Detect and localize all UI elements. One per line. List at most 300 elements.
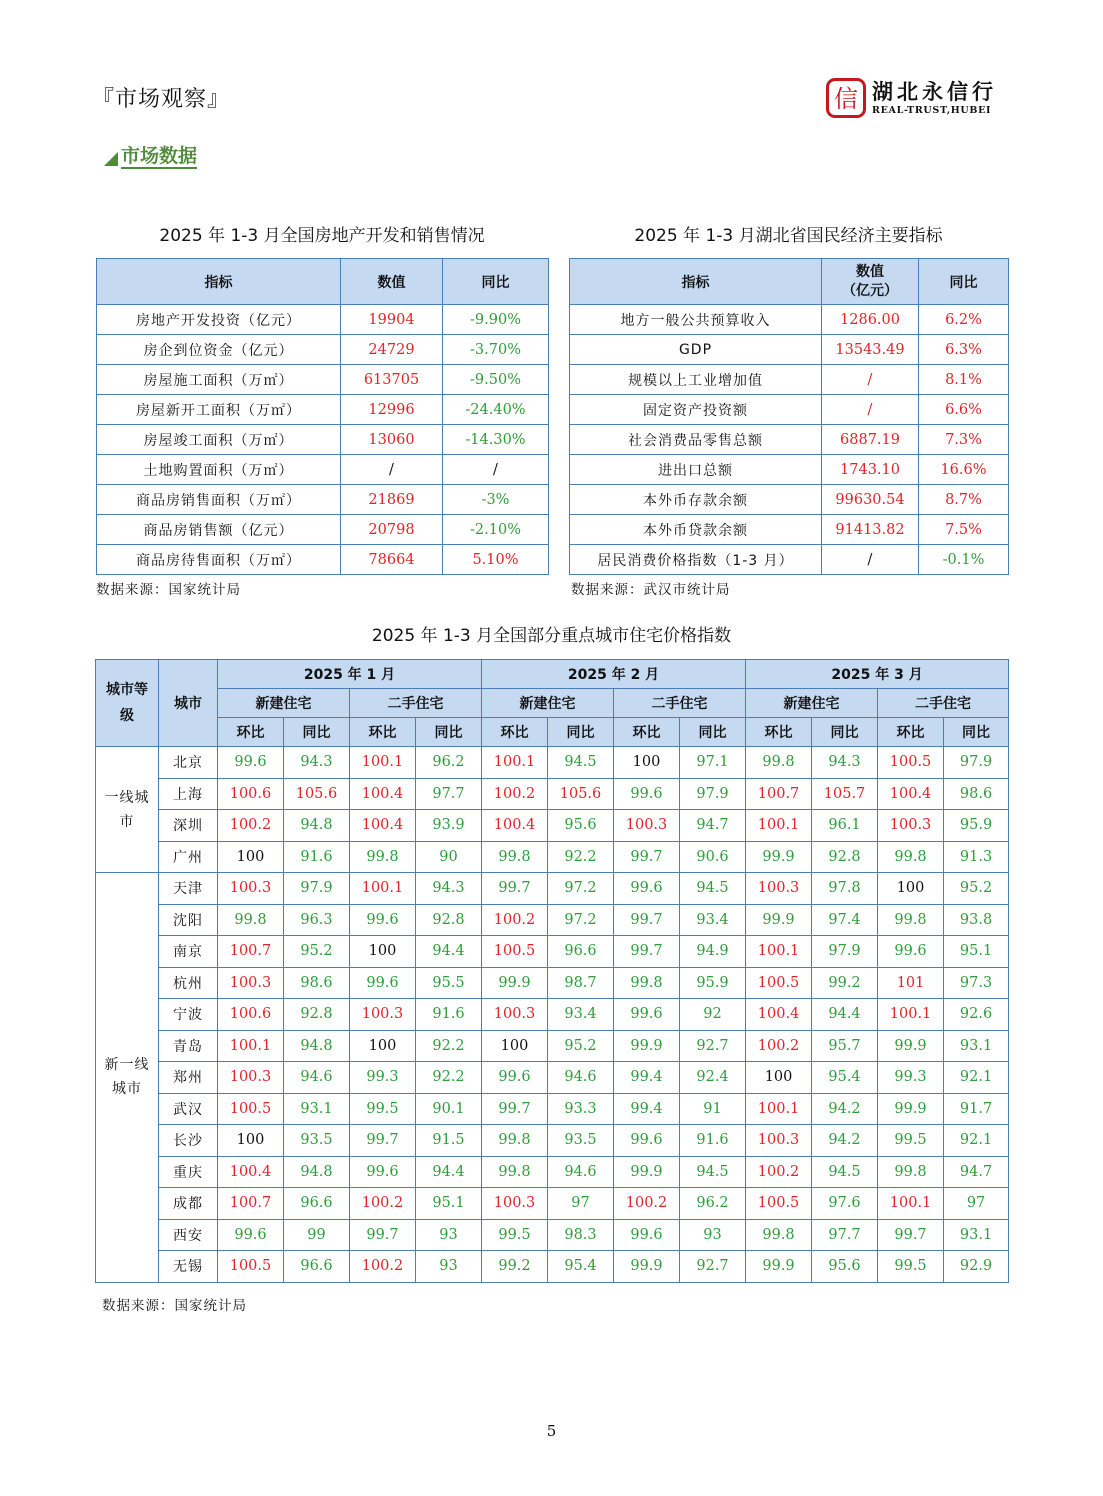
mom-value: 99.5 bbox=[878, 1251, 944, 1283]
yoy-value: 92.8 bbox=[284, 999, 350, 1031]
mom-value: 99.8 bbox=[878, 1156, 944, 1188]
table-row bbox=[97, 365, 549, 395]
table-row bbox=[96, 1219, 1009, 1251]
mom-value: 99.8 bbox=[614, 967, 680, 999]
mom-value: 99.8 bbox=[746, 1219, 812, 1251]
row-label: 房企到位资金（亿元） bbox=[97, 335, 341, 365]
city-label: 北京 bbox=[159, 747, 218, 779]
row-label: 土地购置面积（万㎡） bbox=[97, 455, 341, 485]
mom-value: 99.7 bbox=[350, 1125, 416, 1157]
row-value: 20798 bbox=[341, 515, 443, 545]
yoy-value: 95.4 bbox=[812, 1062, 878, 1094]
table-row bbox=[570, 545, 1009, 575]
row-value: 13543.49 bbox=[822, 335, 919, 365]
row-label: 地方一般公共预算收入 bbox=[570, 305, 822, 335]
yoy-value: 95.1 bbox=[416, 1188, 482, 1220]
mom-value: 100.3 bbox=[218, 1062, 284, 1094]
row-value: 6887.19 bbox=[822, 425, 919, 455]
row-yoy: 16.6% bbox=[919, 455, 1009, 485]
yoy-value: 92.6 bbox=[944, 999, 1009, 1031]
yoy-value: 96.6 bbox=[284, 1251, 350, 1283]
page-number: 5 bbox=[546, 1422, 557, 1440]
yoy-value: 94.4 bbox=[416, 1156, 482, 1188]
yoy-value: 96.6 bbox=[284, 1188, 350, 1220]
yoy-value: 90 bbox=[416, 841, 482, 873]
yoy-value: 97.7 bbox=[416, 778, 482, 810]
mom-value: 100 bbox=[746, 1062, 812, 1094]
table1-title: 2025 年 1-3 月全国房地产开发和销售情况 bbox=[159, 226, 485, 246]
row-label: 商品房销售面积（万㎡） bbox=[97, 485, 341, 515]
mom-value: 100.1 bbox=[218, 1030, 284, 1062]
tier-label: 新一线城市 bbox=[96, 873, 159, 1283]
mom-value: 99.6 bbox=[482, 1062, 548, 1094]
mom-value: 100.3 bbox=[878, 810, 944, 842]
mom-value: 100.3 bbox=[746, 873, 812, 905]
yoy-value: 95.1 bbox=[944, 936, 1009, 968]
mom-value: 100.7 bbox=[218, 1188, 284, 1220]
mom-value: 99.9 bbox=[482, 967, 548, 999]
yoy-value: 98.6 bbox=[944, 778, 1009, 810]
city-label: 长沙 bbox=[159, 1125, 218, 1157]
row-label: 房屋竣工面积（万㎡） bbox=[97, 425, 341, 455]
mom-value: 100.5 bbox=[878, 747, 944, 779]
yoy-value: 95.6 bbox=[812, 1251, 878, 1283]
mom-value: 99.5 bbox=[482, 1219, 548, 1251]
mom-value: 100.1 bbox=[746, 936, 812, 968]
yoy-value: 90.6 bbox=[680, 841, 746, 873]
table-row bbox=[96, 873, 1009, 905]
row-value: / bbox=[822, 545, 919, 575]
yoy-value: 92.1 bbox=[944, 1125, 1009, 1157]
table-row bbox=[96, 1062, 1009, 1094]
mom-value: 99.4 bbox=[614, 1093, 680, 1125]
yoy-value: 92.2 bbox=[416, 1062, 482, 1094]
mom-value: 99.7 bbox=[350, 1219, 416, 1251]
mom-value: 99.7 bbox=[878, 1219, 944, 1251]
yoy-value: 94.5 bbox=[680, 873, 746, 905]
yoy-value: 97.1 bbox=[680, 747, 746, 779]
month-header-feb: 2025 年 2 月 bbox=[482, 660, 746, 689]
row-label: 商品房待售面积（万㎡） bbox=[97, 545, 341, 575]
yoy-value: 97.9 bbox=[944, 747, 1009, 779]
row-yoy: 7.3% bbox=[919, 425, 1009, 455]
yoy-value: 97.9 bbox=[812, 936, 878, 968]
col-header-yoy: 同比 bbox=[443, 259, 549, 305]
month-header-jan: 2025 年 1 月 bbox=[218, 660, 482, 689]
city-label: 南京 bbox=[159, 936, 218, 968]
yoy-value: 93 bbox=[680, 1219, 746, 1251]
yoy-value: 91.6 bbox=[284, 841, 350, 873]
mom-value: 99.7 bbox=[482, 1093, 548, 1125]
row-label: 本外币贷款余额 bbox=[570, 515, 822, 545]
yoy-value: 94.8 bbox=[284, 1030, 350, 1062]
yoy-value: 92.4 bbox=[680, 1062, 746, 1094]
mom-value: 99.9 bbox=[614, 1156, 680, 1188]
metric-header-mom: 环比 bbox=[878, 718, 944, 747]
row-label: GDP bbox=[570, 335, 822, 365]
mom-value: 100.3 bbox=[218, 967, 284, 999]
metric-header-mom: 环比 bbox=[218, 718, 284, 747]
yoy-value: 97 bbox=[548, 1188, 614, 1220]
yoy-value: 93.5 bbox=[548, 1125, 614, 1157]
yoy-value: 94.5 bbox=[812, 1156, 878, 1188]
mom-value: 100.1 bbox=[878, 999, 944, 1031]
row-label: 商品房销售额（亿元） bbox=[97, 515, 341, 545]
yoy-value: 97.6 bbox=[812, 1188, 878, 1220]
hubei-economy-table bbox=[569, 258, 1009, 575]
table-row bbox=[97, 395, 549, 425]
yoy-value: 91.6 bbox=[416, 999, 482, 1031]
row-yoy: 7.5% bbox=[919, 515, 1009, 545]
yoy-value: 96.1 bbox=[812, 810, 878, 842]
mom-value: 99.8 bbox=[746, 747, 812, 779]
yoy-value: 92.8 bbox=[416, 904, 482, 936]
yoy-value: 93.1 bbox=[944, 1219, 1009, 1251]
mom-value: 99.8 bbox=[482, 1125, 548, 1157]
yoy-value: 92.1 bbox=[944, 1062, 1009, 1094]
yoy-value: 96.6 bbox=[548, 936, 614, 968]
metric-header-mom: 环比 bbox=[350, 718, 416, 747]
row-yoy: 6.3% bbox=[919, 335, 1009, 365]
metric-header-yoy: 同比 bbox=[284, 718, 350, 747]
yoy-value: 95.6 bbox=[548, 810, 614, 842]
yoy-value: 95.2 bbox=[284, 936, 350, 968]
mom-value: 100 bbox=[350, 936, 416, 968]
col-header-yoy: 同比 bbox=[919, 259, 1009, 305]
mom-value: 100.2 bbox=[746, 1156, 812, 1188]
row-label: 房屋施工面积（万㎡） bbox=[97, 365, 341, 395]
mom-value: 100.4 bbox=[878, 778, 944, 810]
table1-source: 数据来源：国家统计局 bbox=[96, 582, 241, 598]
row-value: / bbox=[822, 395, 919, 425]
mom-value: 99.3 bbox=[878, 1062, 944, 1094]
yoy-value: 97 bbox=[944, 1188, 1009, 1220]
type-header-new: 新建住宅 bbox=[746, 689, 878, 718]
mom-value: 99.5 bbox=[350, 1093, 416, 1125]
svg-text:信: 信 bbox=[834, 85, 858, 113]
mom-value: 99.8 bbox=[878, 904, 944, 936]
yoy-value: 94.9 bbox=[680, 936, 746, 968]
mom-value: 100.3 bbox=[482, 1188, 548, 1220]
yoy-value: 105.6 bbox=[548, 778, 614, 810]
mom-value: 100.5 bbox=[746, 1188, 812, 1220]
yoy-value: 97.2 bbox=[548, 904, 614, 936]
mom-value: 100.6 bbox=[218, 778, 284, 810]
mom-value: 100.2 bbox=[218, 810, 284, 842]
row-value: 24729 bbox=[341, 335, 443, 365]
yoy-value: 92 bbox=[680, 999, 746, 1031]
yoy-value: 96.2 bbox=[416, 747, 482, 779]
mom-value: 99.3 bbox=[350, 1062, 416, 1094]
table-row bbox=[570, 425, 1009, 455]
table-row bbox=[97, 335, 549, 365]
yoy-value: 94.4 bbox=[416, 936, 482, 968]
table-row bbox=[570, 335, 1009, 365]
mom-value: 100.1 bbox=[878, 1188, 944, 1220]
mom-value: 100 bbox=[878, 873, 944, 905]
yoy-value: 94.7 bbox=[680, 810, 746, 842]
section-title: 市场数据 bbox=[121, 145, 198, 167]
mom-value: 100.5 bbox=[218, 1251, 284, 1283]
row-yoy: -24.40% bbox=[443, 395, 549, 425]
yoy-value: 97.4 bbox=[812, 904, 878, 936]
table-row bbox=[570, 515, 1009, 545]
mom-value: 100.1 bbox=[350, 873, 416, 905]
company-logo bbox=[826, 78, 997, 118]
mom-value: 99.6 bbox=[218, 1219, 284, 1251]
yoy-value: 94.3 bbox=[812, 747, 878, 779]
yoy-value: 94.8 bbox=[284, 1156, 350, 1188]
row-yoy: -0.1% bbox=[919, 545, 1009, 575]
mom-value: 99.7 bbox=[614, 841, 680, 873]
table-row bbox=[97, 305, 549, 335]
mom-value: 99.7 bbox=[614, 904, 680, 936]
col-header-value: 数值 （亿元） bbox=[822, 259, 919, 305]
yoy-value: 91.3 bbox=[944, 841, 1009, 873]
row-yoy: 8.7% bbox=[919, 485, 1009, 515]
yoy-value: 94.6 bbox=[548, 1062, 614, 1094]
row-value: / bbox=[341, 455, 443, 485]
row-yoy: 6.2% bbox=[919, 305, 1009, 335]
tier-label: 一线城市 bbox=[96, 747, 159, 873]
mom-value: 99.6 bbox=[614, 873, 680, 905]
mom-value: 100.4 bbox=[218, 1156, 284, 1188]
yoy-value: 92.9 bbox=[944, 1251, 1009, 1283]
row-value: 12996 bbox=[341, 395, 443, 425]
yoy-value: 97.3 bbox=[944, 967, 1009, 999]
mom-value: 99.8 bbox=[482, 1156, 548, 1188]
yoy-value: 94.8 bbox=[284, 810, 350, 842]
mom-value: 100.2 bbox=[350, 1188, 416, 1220]
mom-value: 100.2 bbox=[482, 778, 548, 810]
mom-value: 100.1 bbox=[482, 747, 548, 779]
mom-value: 100.3 bbox=[614, 810, 680, 842]
type-header-new: 新建住宅 bbox=[218, 689, 350, 718]
city-label: 杭州 bbox=[159, 967, 218, 999]
col-header-value: 数值 bbox=[341, 259, 443, 305]
row-value: 91413.82 bbox=[822, 515, 919, 545]
table-row bbox=[96, 1251, 1009, 1283]
city-label: 深圳 bbox=[159, 810, 218, 842]
metric-header-yoy: 同比 bbox=[548, 718, 614, 747]
mom-value: 99.7 bbox=[482, 873, 548, 905]
logo-english-name: REAL-TRUST,HUBEI bbox=[872, 104, 992, 116]
city-label: 沈阳 bbox=[159, 904, 218, 936]
table-row bbox=[97, 485, 549, 515]
yoy-value: 98.3 bbox=[548, 1219, 614, 1251]
mom-value: 100.5 bbox=[746, 967, 812, 999]
table-row bbox=[96, 747, 1009, 779]
table-row bbox=[570, 305, 1009, 335]
mom-value: 100.1 bbox=[746, 1093, 812, 1125]
yoy-value: 95.2 bbox=[548, 1030, 614, 1062]
row-value: 1286.00 bbox=[822, 305, 919, 335]
table-row bbox=[96, 1125, 1009, 1157]
table-row bbox=[96, 1030, 1009, 1062]
yoy-value: 93 bbox=[416, 1219, 482, 1251]
table-row bbox=[96, 1093, 1009, 1125]
yoy-value: 92.8 bbox=[812, 841, 878, 873]
yoy-value: 93.9 bbox=[416, 810, 482, 842]
table2-source: 数据来源：武汉市统计局 bbox=[571, 582, 731, 598]
yoy-value: 97.7 bbox=[812, 1219, 878, 1251]
metric-header-yoy: 同比 bbox=[944, 718, 1009, 747]
yoy-value: 95.4 bbox=[548, 1251, 614, 1283]
yoy-value: 94.2 bbox=[812, 1125, 878, 1157]
table3-title: 2025 年 1-3 月全国部分重点城市住宅价格指数 bbox=[371, 626, 732, 646]
mom-value: 100.3 bbox=[350, 999, 416, 1031]
yoy-value: 95.9 bbox=[944, 810, 1009, 842]
yoy-value: 90.1 bbox=[416, 1093, 482, 1125]
mom-value: 99.6 bbox=[350, 967, 416, 999]
mom-value: 100.4 bbox=[482, 810, 548, 842]
row-value: / bbox=[822, 365, 919, 395]
city-label: 成都 bbox=[159, 1188, 218, 1220]
row-label: 房地产开发投资（亿元） bbox=[97, 305, 341, 335]
yoy-value: 99 bbox=[284, 1219, 350, 1251]
table-row bbox=[97, 515, 549, 545]
yoy-value: 96.3 bbox=[284, 904, 350, 936]
row-value: 21869 bbox=[341, 485, 443, 515]
section-heading bbox=[104, 145, 197, 169]
yoy-value: 99.2 bbox=[812, 967, 878, 999]
city-label: 武汉 bbox=[159, 1093, 218, 1125]
table-row bbox=[96, 1156, 1009, 1188]
yoy-value: 105.7 bbox=[812, 778, 878, 810]
row-label: 固定资产投资额 bbox=[570, 395, 822, 425]
row-yoy: -2.10% bbox=[443, 515, 549, 545]
mom-value: 99.9 bbox=[746, 841, 812, 873]
city-label: 郑州 bbox=[159, 1062, 218, 1094]
col-header-tier: 城市等级 bbox=[96, 660, 159, 747]
metric-header-mom: 环比 bbox=[482, 718, 548, 747]
metric-header-yoy: 同比 bbox=[812, 718, 878, 747]
yoy-value: 93.3 bbox=[548, 1093, 614, 1125]
row-yoy: / bbox=[443, 455, 549, 485]
yoy-value: 96.2 bbox=[680, 1188, 746, 1220]
city-label: 上海 bbox=[159, 778, 218, 810]
mom-value: 100.3 bbox=[218, 873, 284, 905]
row-value: 19904 bbox=[341, 305, 443, 335]
row-label: 房屋新开工面积（万㎡） bbox=[97, 395, 341, 425]
yoy-value: 93.5 bbox=[284, 1125, 350, 1157]
mom-value: 99.9 bbox=[746, 1251, 812, 1283]
row-label: 规模以上工业增加值 bbox=[570, 365, 822, 395]
city-housing-price-index-table bbox=[95, 659, 1009, 1283]
metric-header-yoy: 同比 bbox=[416, 718, 482, 747]
table-row bbox=[96, 1188, 1009, 1220]
city-label: 重庆 bbox=[159, 1156, 218, 1188]
yoy-value: 93.1 bbox=[944, 1030, 1009, 1062]
row-label: 本外币存款余额 bbox=[570, 485, 822, 515]
table3-source: 数据来源：国家统计局 bbox=[102, 1298, 247, 1314]
row-yoy: -9.50% bbox=[443, 365, 549, 395]
metric-header-mom: 环比 bbox=[614, 718, 680, 747]
col-header-city: 城市 bbox=[159, 660, 218, 747]
table-row bbox=[97, 425, 549, 455]
table-row bbox=[96, 936, 1009, 968]
yoy-value: 92.2 bbox=[416, 1030, 482, 1062]
mom-value: 100.3 bbox=[482, 999, 548, 1031]
mom-value: 100.2 bbox=[614, 1188, 680, 1220]
mom-value: 100 bbox=[218, 1125, 284, 1157]
yoy-value: 97.9 bbox=[284, 873, 350, 905]
mom-value: 100 bbox=[218, 841, 284, 873]
yoy-value: 94.5 bbox=[680, 1156, 746, 1188]
mom-value: 99.2 bbox=[482, 1251, 548, 1283]
metric-header-mom: 环比 bbox=[746, 718, 812, 747]
yoy-value: 92.7 bbox=[680, 1251, 746, 1283]
row-value: 13060 bbox=[341, 425, 443, 455]
table2-title: 2025 年 1-3 月湖北省国民经济主要指标 bbox=[634, 226, 943, 246]
row-label: 社会消费品零售总额 bbox=[570, 425, 822, 455]
mom-value: 100.5 bbox=[218, 1093, 284, 1125]
yoy-value: 94.6 bbox=[284, 1062, 350, 1094]
mom-value: 100.2 bbox=[350, 1251, 416, 1283]
mom-value: 99.8 bbox=[878, 841, 944, 873]
yoy-value: 94.7 bbox=[944, 1156, 1009, 1188]
mom-value: 99.8 bbox=[482, 841, 548, 873]
city-label: 无锡 bbox=[159, 1251, 218, 1283]
mom-value: 100 bbox=[614, 747, 680, 779]
type-header-resale: 二手住宅 bbox=[350, 689, 482, 718]
table-row bbox=[570, 455, 1009, 485]
mom-value: 100.6 bbox=[218, 999, 284, 1031]
national-realestate-table bbox=[96, 258, 549, 575]
mom-value: 99.6 bbox=[218, 747, 284, 779]
table-row bbox=[96, 904, 1009, 936]
mom-value: 99.6 bbox=[614, 1125, 680, 1157]
yoy-value: 93.1 bbox=[284, 1093, 350, 1125]
yoy-value: 94.5 bbox=[548, 747, 614, 779]
mom-value: 101 bbox=[878, 967, 944, 999]
mom-value: 99.9 bbox=[614, 1251, 680, 1283]
mom-value: 100 bbox=[482, 1030, 548, 1062]
yoy-value: 95.2 bbox=[944, 873, 1009, 905]
mom-value: 99.9 bbox=[746, 904, 812, 936]
row-label: 进出口总额 bbox=[570, 455, 822, 485]
mom-value: 99.8 bbox=[350, 841, 416, 873]
yoy-value: 93 bbox=[416, 1251, 482, 1283]
yoy-value: 97.8 bbox=[812, 873, 878, 905]
logo-mark-icon bbox=[826, 78, 866, 118]
mom-value: 99.6 bbox=[614, 999, 680, 1031]
yoy-value: 91 bbox=[680, 1093, 746, 1125]
mom-value: 99.5 bbox=[878, 1125, 944, 1157]
table-row bbox=[570, 395, 1009, 425]
mom-value: 99.6 bbox=[350, 1156, 416, 1188]
table-row bbox=[97, 455, 549, 485]
table-row bbox=[96, 967, 1009, 999]
mom-value: 100.2 bbox=[746, 1030, 812, 1062]
col-header-indicator: 指标 bbox=[570, 259, 822, 305]
yoy-value: 92.7 bbox=[680, 1030, 746, 1062]
mom-value: 100.5 bbox=[482, 936, 548, 968]
yoy-value: 94.4 bbox=[812, 999, 878, 1031]
mom-value: 99.9 bbox=[614, 1030, 680, 1062]
mom-value: 99.7 bbox=[614, 936, 680, 968]
yoy-value: 105.6 bbox=[284, 778, 350, 810]
mom-value: 100.2 bbox=[482, 904, 548, 936]
mom-value: 100.4 bbox=[746, 999, 812, 1031]
mom-value: 99.9 bbox=[878, 1093, 944, 1125]
yoy-value: 95.9 bbox=[680, 967, 746, 999]
mom-value: 99.8 bbox=[218, 904, 284, 936]
yoy-value: 94.3 bbox=[284, 747, 350, 779]
type-header-resale: 二手住宅 bbox=[878, 689, 1009, 718]
yoy-value: 94.3 bbox=[416, 873, 482, 905]
mom-value: 100.1 bbox=[350, 747, 416, 779]
